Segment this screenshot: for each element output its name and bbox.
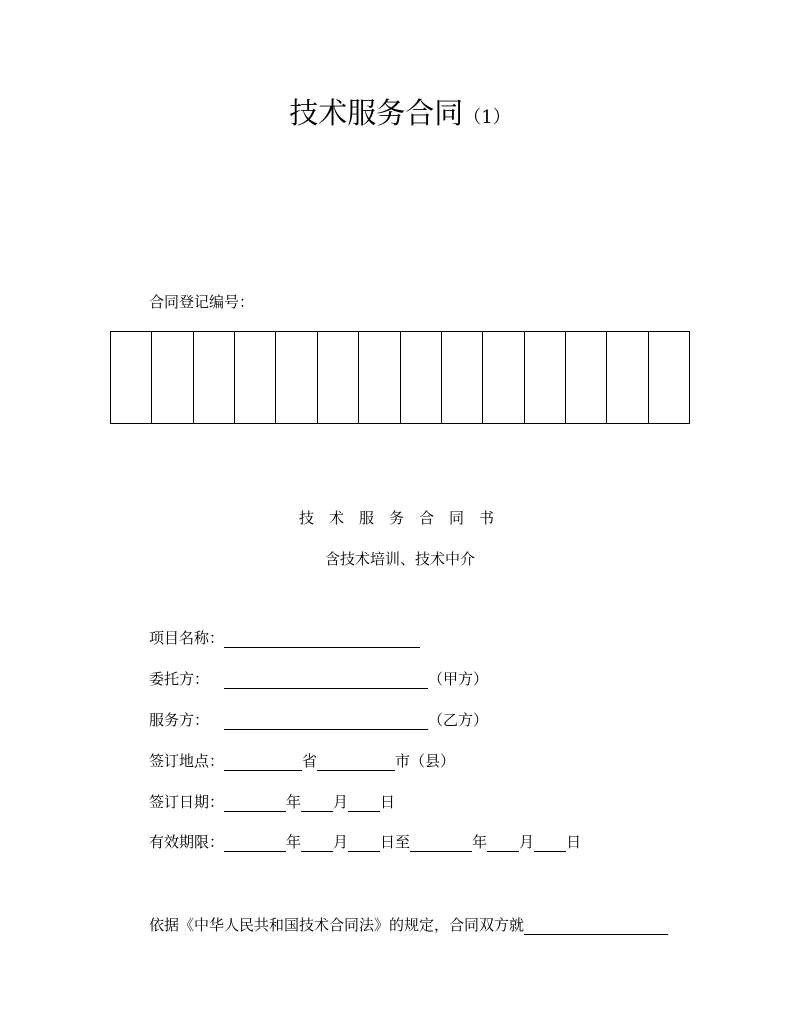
registration-label: 合同登记编号：: [149, 293, 255, 311]
province-blank[interactable]: [224, 754, 302, 771]
client-suffix: （甲方）: [428, 670, 489, 688]
signing-date-row: [149, 792, 395, 812]
contract-book-title: 技术服务合同书: [298, 509, 509, 527]
document-title: [0, 93, 800, 138]
registration-cell[interactable]: [194, 332, 235, 423]
validity-row: [149, 832, 581, 852]
day-blank[interactable]: [348, 795, 380, 812]
registration-cell[interactable]: [607, 332, 648, 423]
start-month-text: 月: [333, 833, 349, 851]
registration-cell[interactable]: [235, 332, 276, 423]
start-day-blank[interactable]: [348, 835, 380, 852]
month-blank[interactable]: [301, 795, 333, 812]
end-day-blank[interactable]: [534, 835, 566, 852]
city-blank[interactable]: [317, 754, 395, 771]
registration-cell[interactable]: [111, 332, 152, 423]
registration-cell[interactable]: [401, 332, 442, 423]
end-month-text: 月: [519, 833, 535, 851]
provider-label: 服务方：: [149, 711, 210, 729]
project-name-label: 项目名称：: [149, 629, 225, 647]
client-label: 委托方：: [149, 670, 210, 688]
client-blank[interactable]: [224, 672, 428, 689]
client-row: [149, 669, 488, 689]
registration-number-grid: [110, 331, 690, 424]
end-day-text: 日: [566, 833, 582, 851]
registration-cell[interactable]: [566, 332, 607, 423]
signing-location-label: 签订地点：: [149, 752, 225, 770]
city-text: 市（县）: [395, 752, 456, 770]
registration-cell[interactable]: [649, 332, 689, 423]
month-text: 月: [333, 793, 349, 811]
end-year-blank[interactable]: [410, 835, 472, 852]
registration-cell[interactable]: [442, 332, 483, 423]
start-year-blank[interactable]: [224, 835, 286, 852]
provider-blank[interactable]: [224, 713, 428, 730]
registration-cell[interactable]: [525, 332, 566, 423]
contract-book-subtitle: 含技术培训、技术中介: [324, 550, 475, 568]
start-day-text: 日至: [380, 833, 411, 851]
registration-cell[interactable]: [483, 332, 524, 423]
signing-location-row: [149, 751, 455, 771]
validity-label: 有效期限：: [149, 833, 225, 851]
signing-date-label: 签订日期：: [149, 793, 225, 811]
title-suffix: （1）: [463, 107, 511, 128]
year-text: 年: [286, 793, 302, 811]
start-year-text: 年: [286, 833, 302, 851]
project-name-blank[interactable]: [224, 631, 420, 648]
provider-suffix: （乙方）: [428, 711, 489, 729]
year-blank[interactable]: [224, 795, 286, 812]
province-text: 省: [302, 752, 318, 770]
provider-row: [149, 710, 488, 730]
contract-subject-blank[interactable]: [524, 918, 668, 935]
legal-basis-text: 依据《中华人民共和国技术合同法》的规定，合同双方就: [149, 916, 525, 934]
registration-cell[interactable]: [318, 332, 359, 423]
start-month-blank[interactable]: [301, 835, 333, 852]
title-main: 技术服务合同: [289, 96, 464, 130]
end-month-blank[interactable]: [487, 835, 519, 852]
registration-cell[interactable]: [359, 332, 400, 423]
project-name-row: [149, 628, 420, 648]
registration-cell[interactable]: [152, 332, 193, 423]
day-text: 日: [380, 793, 396, 811]
legal-basis-row: [149, 915, 668, 935]
end-year-text: 年: [472, 833, 488, 851]
registration-cell[interactable]: [276, 332, 317, 423]
